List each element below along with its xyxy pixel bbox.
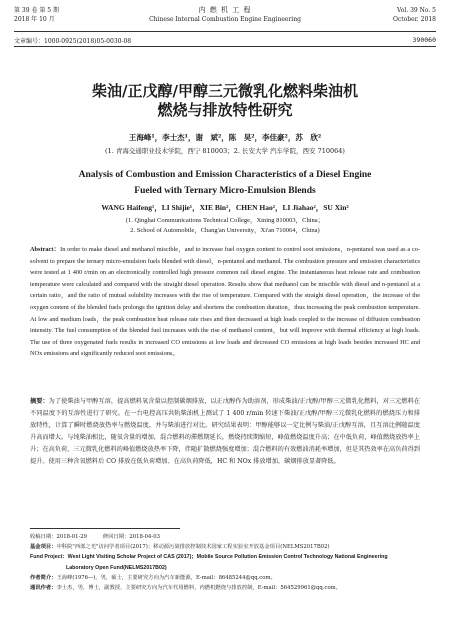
- footnote-fund: [30, 542, 420, 552]
- affiliation-en-line2: 2. School of Automobile，Chang'an University，Xi'an 710064，China): [130, 227, 320, 234]
- header-journal-name-en: Chinese Internal Combustion Engine Engineering: [149, 16, 301, 23]
- footnote-divider: [30, 528, 180, 529]
- title-cn: [20, 82, 430, 120]
- footnote-fund-label: 基金项目：: [30, 544, 57, 551]
- footnote-author-text: 王海峰(1976—)，男，硕士，主要研究方向为汽车新能源，E-mail：86485244@qq.com。: [56, 574, 276, 581]
- footnote-fund-cn: 中科院"西部之光"访问学者项目(2017)；移动源污染排放控制技术国家工程实验室开放基金项目(NELMS2017B02): [56, 544, 330, 551]
- header-journal-name: [134, 6, 316, 24]
- authors-cn: 王海峰¹，李士杰¹，谢 斌²，陈 昊²，李佳豪²，苏 欣²: [128, 133, 322, 142]
- affiliation-en-line1: (1. Qinghai Communications Technical College，Xining 810003，China；: [125, 217, 325, 224]
- authors-en: WANG Haifeng¹，LI Shijie¹，XIE Bin²，CHEN Hao²，LI Jiahao²，SU Xin²: [101, 203, 349, 212]
- affiliation-en: [20, 216, 430, 236]
- title-cn-line2: 燃烧与排放特性研究: [157, 101, 293, 119]
- article-info-divider: [14, 46, 436, 47]
- header-date-en: October. 2018: [393, 16, 436, 23]
- title-en-line1: Analysis of Combustion and Emission Characteristics of a Diesel Engine: [78, 170, 372, 180]
- article-info-line: [14, 36, 436, 45]
- footnote-fund-en-line2: Laboratory Open Fund(NELMS2017B02): [66, 564, 167, 571]
- footnote-author: [30, 573, 420, 583]
- abstract-en-text: In order to make diesel and methanol miscible，and to increase fuel oxygen content to control soot emissions，n-pentanol was used as a co-solvent to prepare the ternary micro-emulsion fuels blended with diesel，n-pentanol and methanol. The combustion pressure and emission characteristics were tested at 1 400 r/min on an electronically controlled high pressure common rail diesel engine. The instantaneous heat release rate and combustion temperature were calculated and compared with the straight diesel operation. Results show that methanol can be miscible with diesel and n-pentanol at a certain ratio，and the ratio of mutual solubility increases with the rise of temperature. Compared with the straight diesel operation，the increase of the oxygen content of the blended fuels prolongs the ignition delay and shortens the combustion duration，thus increasing the peak combustion temperature. At low and medium loads，the peak combustion heat release rate rises and then decreased at high loads coupled to the increase of diffusion combustion intensity. The fuel consumption of the blended fuel increases with the rise of methanol content，but will improve with thermal efficiency at high loads. The use of three oxygenated fuels results in increased CO emissions at low loads and decreased CO emissions at high loads besides increased HC and NOx emissions and significantly reduced soot emissions。: [30, 246, 420, 358]
- footnote-corresponding-text: 李士杰，男，博士，副教授，主要研究方向为汽车代用燃料，内燃机燃烧与排放控制，E-mail：564529961@qq.com。: [56, 585, 341, 592]
- header-volume-info: [14, 6, 134, 24]
- abstract-en: [30, 244, 420, 360]
- abstract-cn-label: 摘要：: [30, 398, 49, 405]
- abstract-cn: [30, 396, 420, 467]
- footnote-corresponding: [30, 583, 420, 593]
- affiliation-cn: (1. 青海交通职业技术学院，西宁 810003；2. 长安大学 汽车学院，西安 710064): [105, 147, 345, 155]
- header-divider: [14, 31, 436, 32]
- title-cn-line1: 柴油/正戊醇/甲醇三元微乳化燃料柴油机: [92, 82, 358, 100]
- footnote-corresponding-label: 通讯作者：: [30, 585, 57, 592]
- footnotes: [30, 532, 420, 593]
- footnote-author-label: 作者简介：: [30, 574, 57, 581]
- header-date-cn: 2018 年 10 月: [14, 16, 55, 23]
- header-vol-no: Vol. 39 No. 5: [396, 7, 436, 14]
- journal-header: [14, 6, 436, 30]
- article-number: 390060: [412, 36, 436, 44]
- header-journal-name-cn: 内 燃 机 工 程: [198, 6, 252, 14]
- title-en: [20, 167, 430, 199]
- footnote-dates: 收稿日期：2018-01-29 修回日期：2018-04-03: [30, 534, 160, 540]
- footnote-fund-en-line1: Fund Project：West Light Visiting Scholar Project of CAS (2017)；Mobile Source Pollution Emission Control Technology National Engineering: [30, 554, 388, 561]
- header-volume-issue: 第 39 卷 第 5 期: [14, 7, 59, 14]
- header-volume-info-en: [316, 6, 436, 24]
- title-en-line2: Fueled with Ternary Micro-Emulsion Blends: [134, 186, 316, 196]
- abstract-cn-text: 为了使柴油与甲醇互溶，提高燃料氧含量以控制碳烟排放，以正戊醇作为助溶剂，形成柴油/正戊醇/甲醇三元微乳化燃料，对三元燃料在不同温度下的互溶性进行了研究。在一台电控高压共轨柴油机上测试了 1 400 r/min 转速下柴油/正戊醇/甲醇三元微乳化燃料的燃烧压力和排放特性，计算了瞬时燃烧放热率与燃烧温度，并与柴油进行对比。研究结果表明：甲醇能够以一定比例与柴油/正戊醇互溶，且互溶比例随温度升高而增大。与纯柴油相比，随氧含量的增加，混合燃料的滞燃期延长，燃烧持续期缩短，峰值燃烧温度升高；在中低负荷，峰值燃烧放热率上升；在高负荷，三元微乳化燃料的峰值燃烧放热率下降，伴随扩散燃烧强度增加；混合燃料的有效燃油消耗率增加，但是其热效率在高负荷得到提升。使用三种含氧燃料后 CO 排放在低负荷增加、在高负荷降低，HC 和 NOx 排放增加，碳烟排放显著降低。: [30, 398, 420, 465]
- abstract-en-label: Abstract：: [30, 246, 61, 253]
- article-id: 文章编号：1000-0925(2018)05-0030-08: [14, 38, 132, 45]
